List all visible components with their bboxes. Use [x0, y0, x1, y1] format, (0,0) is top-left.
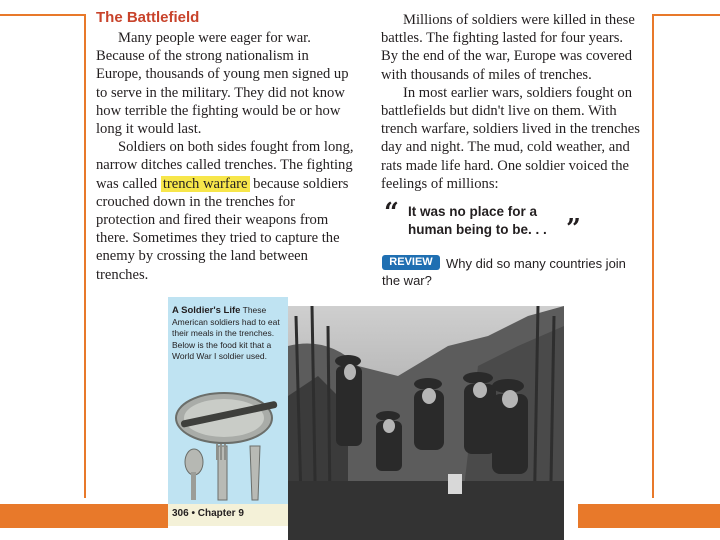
- left-column: [96, 29, 354, 284]
- page-number: 306: [172, 508, 189, 519]
- frame-top-left-line: [0, 14, 84, 16]
- chapter-label: Chapter 9: [197, 508, 244, 519]
- review-question: Why did so many countries join the war?: [382, 256, 626, 288]
- footer-separator: •: [191, 508, 195, 519]
- highlighted-term: trench warfare: [162, 175, 248, 192]
- trench-soldiers-photo: [288, 306, 564, 540]
- frame-right-line: [652, 14, 654, 498]
- left-paragraph-1: Many people were eager for war. Because of the strong nationalism in Europe, thousands of young men signed up to serve in the military. They did not know how terrible the fighting would be or how long it would last.: [96, 30, 349, 138]
- frame-bottom-right-block: [578, 504, 720, 528]
- photo-caption: [172, 305, 282, 363]
- right-column: [381, 11, 641, 193]
- frame-left-line: [84, 14, 86, 498]
- mess-kit-image: [172, 384, 284, 502]
- section-title: The Battlefield: [96, 9, 200, 26]
- left-paragraph-2-end: because soldiers crouched down in the trenches for protection and fired their weapons from there. Sometimes they tried to capture the enemy by crossing the land between trenches.: [96, 175, 349, 283]
- frame-bottom-left-block: [0, 504, 168, 528]
- caption-heading: A Soldier's Life: [172, 305, 241, 316]
- right-paragraph-2: In most earlier wars, soldiers fought on battlefields but didn't live on them. With trench warfare, soldiers lived in the trenches day and night. The mud, cold weather, and rats made life hard. One soldier voiced the feelings of millions:: [381, 84, 640, 192]
- frame-top-right-line: [652, 14, 720, 16]
- left-paragraph-2: [96, 138, 354, 284]
- page-footer: [172, 508, 244, 519]
- caption-text: These American soldiers had to eat their meals in the trenches. Below is the food kit that a World War I soldier used.: [172, 305, 280, 361]
- soldier-quote: [408, 203, 547, 239]
- left-paragraph-2-start: Soldiers on both sides fought from long, narrow ditches called trenches. The fighting was called: [96, 139, 354, 192]
- close-quote-mark: ”: [566, 214, 581, 244]
- quote-line-1: It was no place for a: [408, 204, 538, 219]
- open-quote-mark: “: [384, 198, 399, 228]
- review-badge: REVIEW: [382, 255, 440, 270]
- quote-line-2: human being to be. . .: [408, 222, 547, 237]
- right-paragraph-1: Millions of soldiers were killed in these battles. The fighting lasted for four years. By the end of the war, Europe was covered with thousands of miles of trenches.: [381, 12, 635, 83]
